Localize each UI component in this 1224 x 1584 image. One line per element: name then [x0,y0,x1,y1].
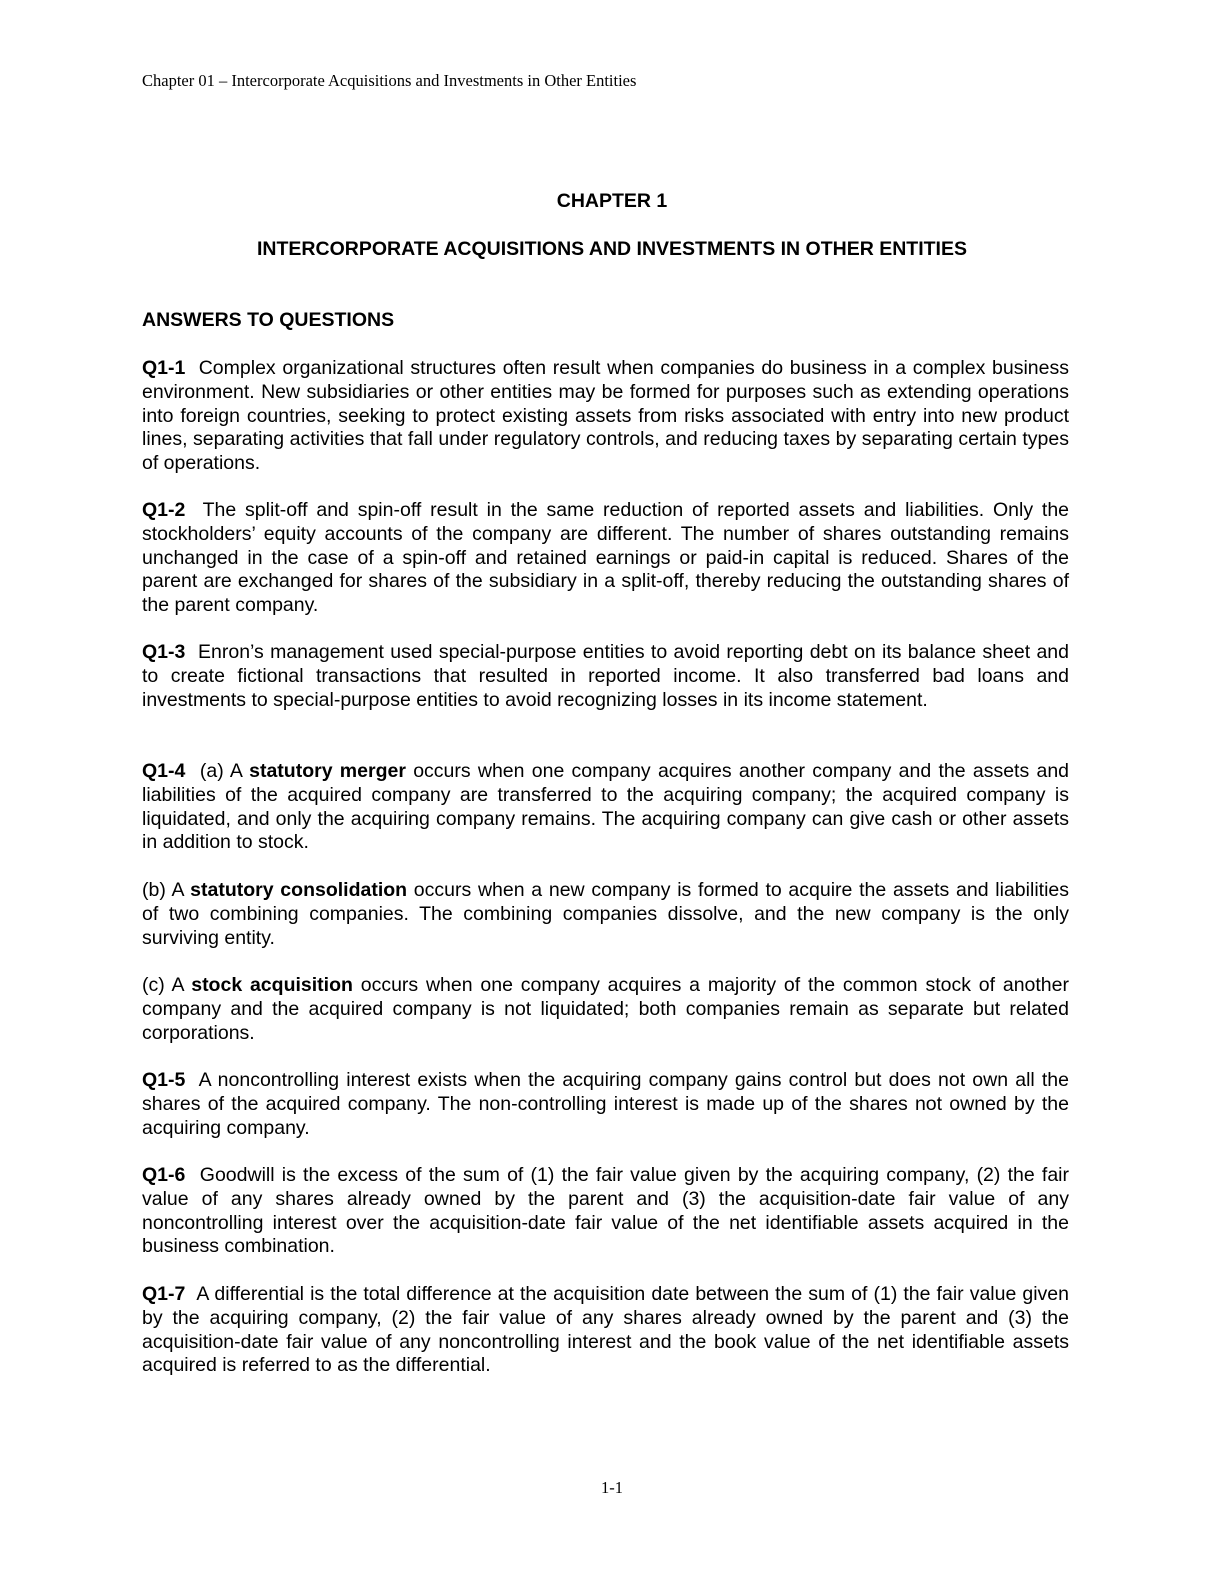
answer-text: The split-off and spin-off result in the same reduction of reported assets and liabilities. Only the stockholders’ equity accounts of the company are different. The number of shares outstanding remains unchanged in the case of a spin-off and retained earnings or paid-in capital is reduced. Shares of the parent are exchanged for shares of the subsidiary in a split-off, thereby reducing the outstanding shares of the parent company. [142,499,1070,617]
answer-text: Complex organizational structures often result when companies do business in a complex business environment. New subsidiaries or other entities may be formed for purposes such as extending operations into foreign countries, seeking to protect existing assets from risks associated with entry into new product lines, separating activities that fall under regulatory controls, and reducing taxes by separating certain types of operations. [142,357,1069,475]
answer-text: occurs when one company acquires another company and the assets and liabilities of the acquired company are transferred to the acquiring company; the acquired company is liquidated, and only the acquiring company remains. The acquiring company can give cash or other assets in addition to stock. [142,760,1070,854]
answer-text: occurs when one company acquires a majority of the common stock of another company and the acquired company is not liquidated; both companies remain as separate but related corporations. [142,974,1069,1044]
chapter-number: CHAPTER 1 [556,190,668,212]
answer-text: Enron’s management used special-purpose entities to avoid reporting debt on its balance sheet and to create fictional transactions that resulted in reported income. It also transferred bad loans and investments to special-purpose entities to avoid recognizing losses in its income statement. [142,641,1069,711]
answer-q1-3 [142,641,1069,712]
question-label: Q1-2 [142,499,186,521]
page-number: 1-1 [601,1478,623,1497]
answer-q1-4b [142,879,1069,950]
answer-text: A noncontrolling interest exists when the acquiring company gains control but does not own all the shares of the acquired company. The non-controlling interest is made up of the shares not owned by the acquiring company. [142,1069,1069,1139]
section-heading: ANSWERS TO QUESTIONS [142,309,395,331]
part-prefix: (b) A [142,879,184,901]
running-header: Chapter 01 – Intercorporate Acquisitions and Investments in Other Entities [142,71,637,90]
question-label: Q1-3 [142,641,186,663]
answer-q1-4a [142,760,1069,855]
answer-text: Goodwill is the excess of the sum of (1) the fair value given by the acquiring company, (2) the fair value of any shares already owned by the parent and (3) the acquisition-date fair value of any noncontrolling interest over the acquisition-date fair value of the net identifiable assets acquired in the business combination. [142,1164,1070,1258]
question-label: Q1-1 [142,357,186,379]
question-label: Q1-4 [142,760,186,782]
key-term: stock acquisition [191,974,353,996]
part-prefix: (c) A [142,974,184,996]
answer-q1-2 [142,499,1069,618]
key-term: statutory merger [249,760,406,782]
answer-q1-4c [142,974,1069,1045]
answer-q1-1 [142,357,1069,476]
answer-q1-7 [142,1283,1069,1378]
key-term: statutory consolidation [190,879,408,901]
answer-q1-6 [142,1164,1069,1259]
answer-q1-5 [142,1069,1069,1140]
part-prefix: (a) A [199,760,242,782]
chapter-title: INTERCORPORATE ACQUISITIONS AND INVESTMENTS IN OTHER ENTITIES [257,238,967,260]
question-label: Q1-5 [142,1069,186,1091]
answer-text: occurs when a new company is formed to acquire the assets and liabilities of two combining companies. The combining companies dissolve, and the new company is the only surviving entity. [142,879,1069,949]
answer-text: A differential is the total difference at the acquisition date between the sum of (1) the fair value given by the acquiring company, (2) the fair value of any shares already owned by the parent and (3) the acquisition-date fair value of any noncontrolling interest and the book value of the net identifiable assets acquired is referred to as the differential. [142,1283,1069,1377]
question-label: Q1-6 [142,1164,186,1186]
question-label: Q1-7 [142,1283,186,1305]
